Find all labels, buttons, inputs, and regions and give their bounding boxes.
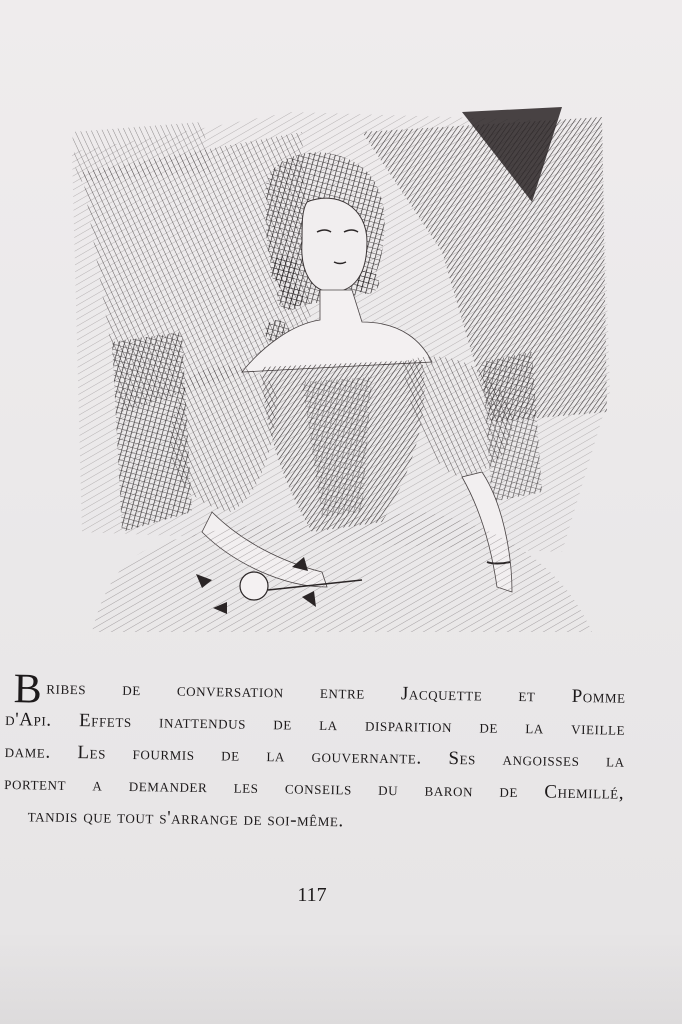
- drop-cap: B: [13, 666, 43, 713]
- summary-line-1-text: ribes de conversation entre Jacquette et Pomme: [46, 677, 626, 708]
- summary-line-2: d'Api. Effets inattendus de la disparition de la vieille: [5, 708, 626, 740]
- summary-line-4: portent a demander les conseils du baron de Chemillé,: [4, 772, 625, 804]
- page-edge-shadow: [0, 930, 682, 1024]
- summary-line-3: dame. Les fourmis de la gouvernante. Ses angoisses la: [4, 740, 625, 772]
- page-number: 117: [297, 884, 327, 906]
- etching-portrait-of-woman: [62, 92, 610, 640]
- etching-illustration: [62, 92, 610, 640]
- chapter-summary: [3, 666, 626, 842]
- summary-line-5: tandis que tout s'arrange de soi-même.: [27, 805, 345, 832]
